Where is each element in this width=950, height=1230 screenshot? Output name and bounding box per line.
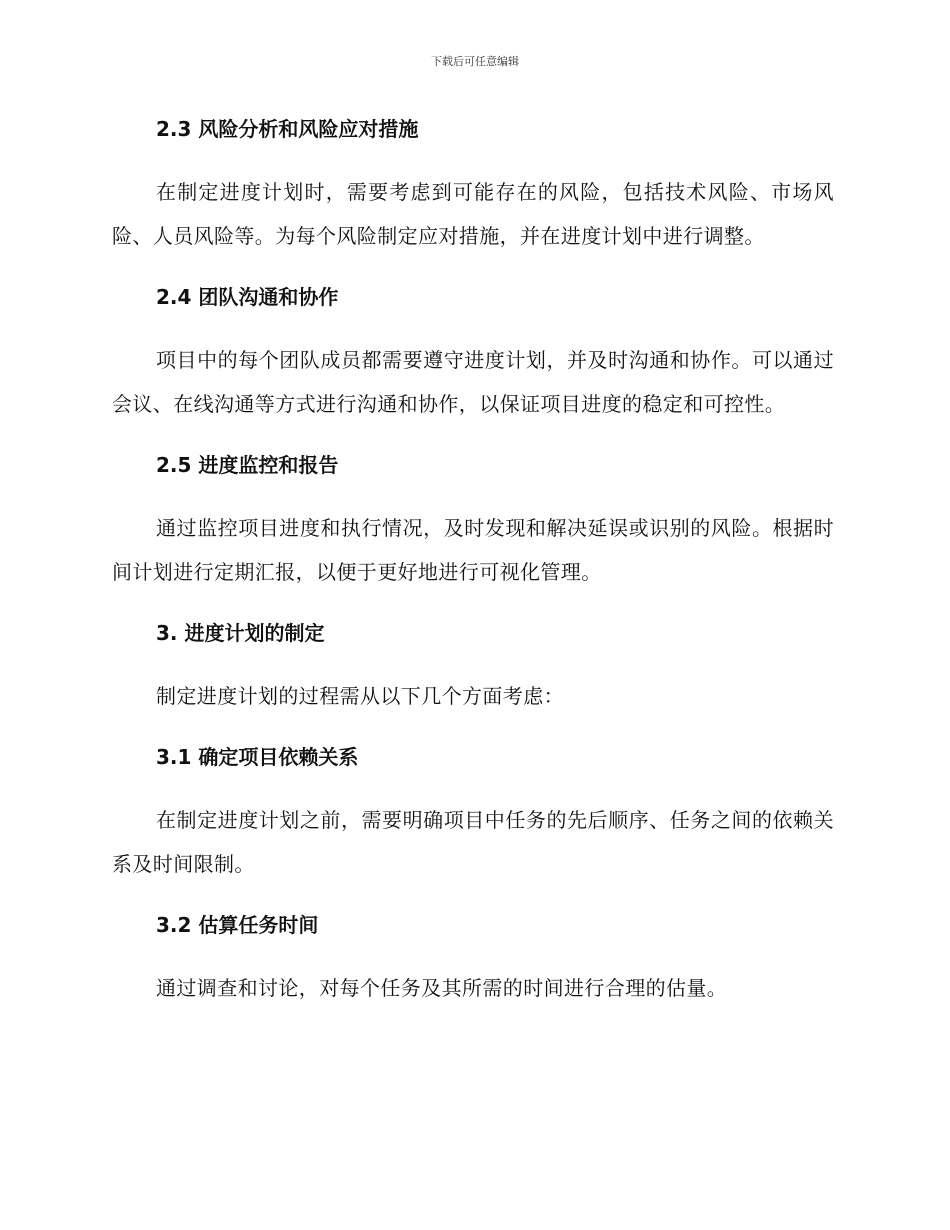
section-paragraph-3-1: 在制定进度计划之前，需要明确项目中任务的先后顺序、任务之间的依赖关系及时间限制。 — [112, 808, 834, 876]
section-heading-2-4: 2.4 团队沟通和协作 — [156, 285, 339, 309]
section-heading-2-3: 2.3 风险分析和风险应对措施 — [156, 117, 419, 141]
section-paragraph-3-2: 通过调查和讨论，对每个任务及其所需的时间进行合理的估量。 — [156, 976, 728, 1000]
page-header: 下载后可任意编辑 — [431, 55, 519, 68]
section-heading-3: 3. 进度计划的制定 — [156, 621, 325, 645]
section-heading-2-5: 2.5 进度监控和报告 — [156, 453, 339, 477]
section-paragraph-2-5: 通过监控项目进度和执行情况，及时发现和解决延误或识别的风险。根据时间计划进行定期汇报，以便于更好地进行可视化管理。 — [112, 516, 834, 584]
section-heading-3-1: 3.1 确定项目依赖关系 — [156, 745, 359, 769]
section-paragraph-2-3: 在制定进度计划时，需要考虑到可能存在的风险，包括技术风险、市场风险、人员风险等。为每个风险制定应对措施，并在进度计划中进行调整。 — [112, 180, 834, 248]
document-body — [112, 114, 834, 1010]
section-paragraph-2-4: 项目中的每个团队成员都需要遵守进度计划，并及时沟通和协作。可以通过会议、在线沟通等方式进行沟通和协作，以保证项目进度的稳定和可控性。 — [112, 348, 834, 416]
section-paragraph-3: 制定进度计划的过程需从以下几个方面考虑： — [156, 684, 564, 708]
section-heading-3-2: 3.2 估算任务时间 — [156, 913, 319, 937]
